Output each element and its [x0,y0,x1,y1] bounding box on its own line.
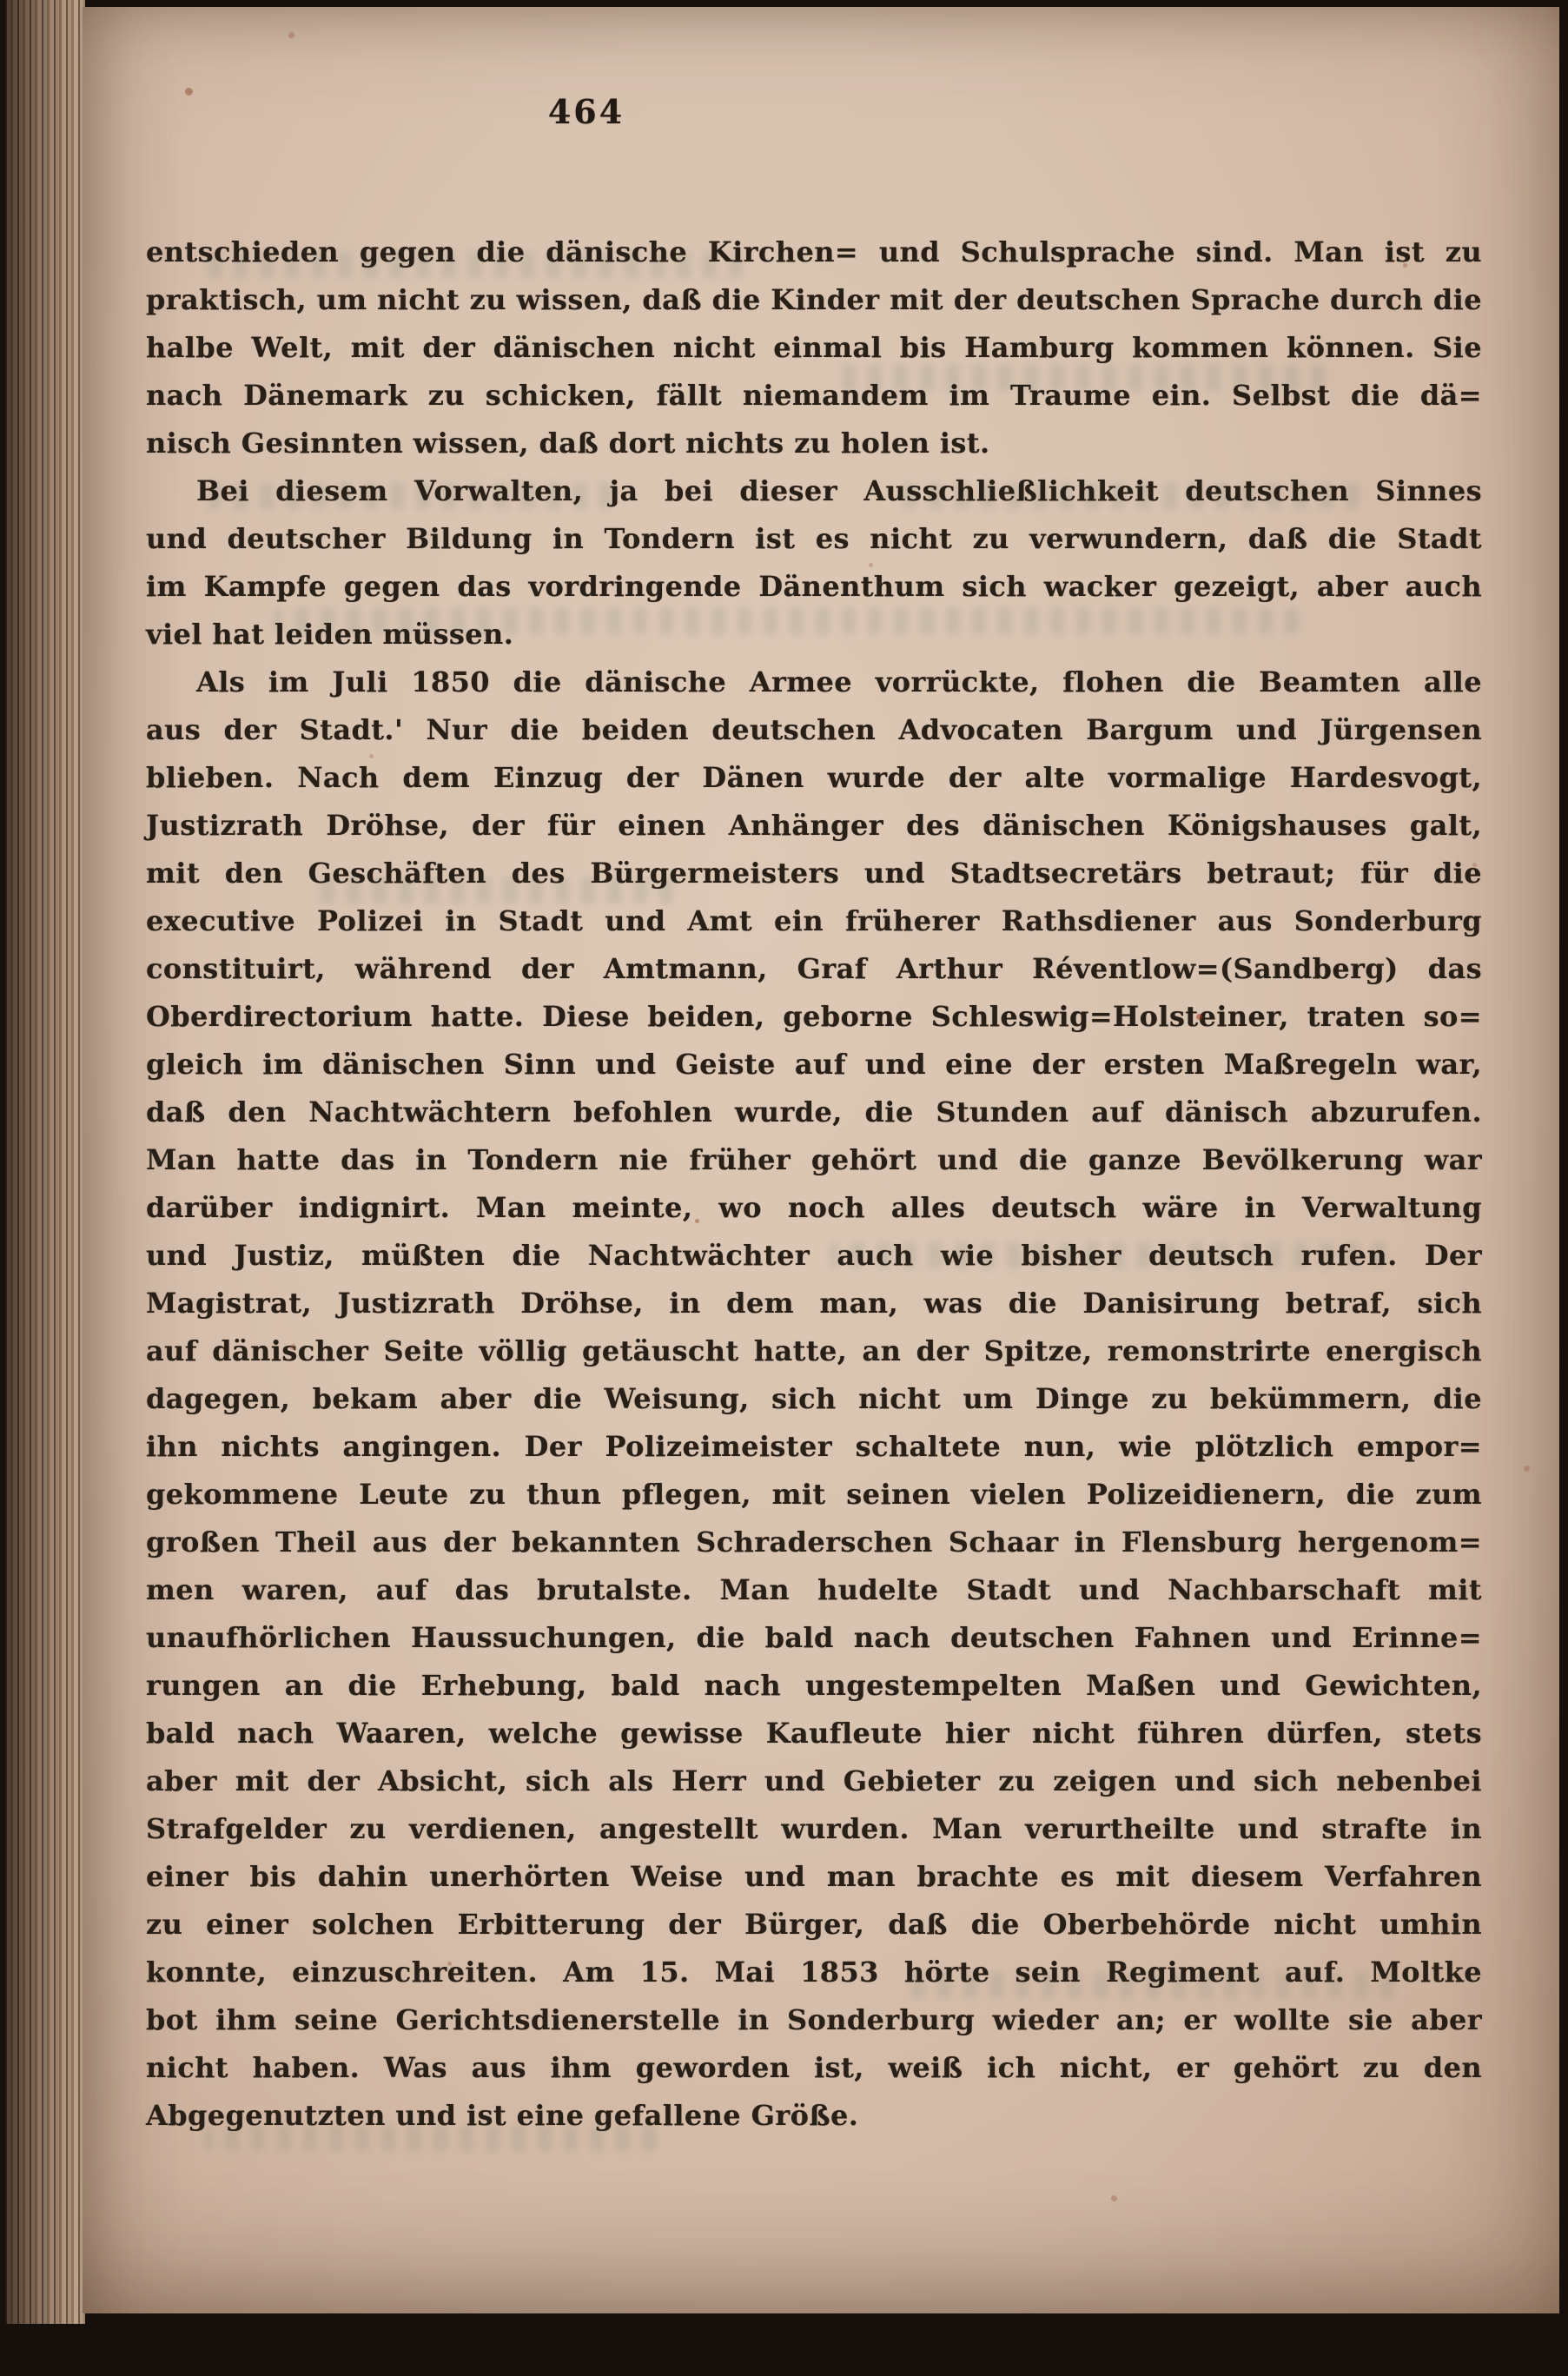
text-line: halbe Welt, mit der dänischen nicht einmal bis Hamburg kommen können. Sie [146,331,1482,364]
text-line: Abgegenutzten und ist eine gefallene Größe. [146,2099,859,2132]
text-line: nisch Gesinnten wissen, daß dort nichts zu holen ist. [146,427,990,460]
text-line: Justizrath Dröhse, der für einen Anhänger des dänischen Königshauses galt, [146,809,1482,842]
text-line: entschieden gegen die dänische Kirchen= und Schulsprache sind. Man ist zu [146,235,1482,268]
text-line: Bei diesem Vorwalten, ja bei dieser Ausschließlichkeit deutschen Sinnes [196,474,1482,507]
page-edge-stack [5,0,85,2324]
text-line: nach Dänemark zu schicken, fällt niemandem im Traume ein. Selbst die dä= [146,379,1482,412]
text-line: dagegen, bekam aber die Weisung, sich nicht um Dinge zu bekümmern, die [146,1382,1482,1415]
text-line: men waren, auf das brutalste. Man hudelte Stadt und Nachbarschaft mit [146,1573,1482,1606]
text-line: und Justiz, müßten die Nachtwächter auch wie bisher deutsch rufen. Der [146,1239,1482,1272]
text-line: constituirt, während der Amtmann, Graf Arthur Réventlow=(Sandberg) das [146,952,1482,985]
text-line: Strafgelder zu verdienen, angestellt wurden. Man verurtheilte und strafte in [146,1812,1482,1845]
text-line: Als im Juli 1850 die dänische Armee vorrückte, flohen die Beamten alle [196,665,1482,698]
text-line: blieben. Nach dem Einzug der Dänen wurde der alte vormalige Hardesvogt, [146,761,1482,794]
text-line: nicht haben. Was aus ihm geworden ist, weiß ich nicht, er gehört zu den [146,2051,1482,2084]
text-line: Man hatte das in Tondern nie früher gehört und die ganze Bevölkerung war [146,1143,1482,1176]
text-line: gleich im dänischen Sinn und Geiste auf und eine der ersten Maßregeln war, [146,1048,1482,1081]
text-line: zu einer solchen Erbitterung der Bürger, daß die Oberbehörde nicht umhin [146,1908,1482,1941]
text-block [146,228,1482,2140]
book-page [83,7,1559,2313]
text-line: bot ihm seine Gerichtsdienerstelle in Sonderburg wieder an; er wollte sie aber [146,2003,1482,2036]
text-line: großen Theil aus der bekannten Schraderschen Schaar in Flensburg hergenom= [146,1526,1482,1559]
text-line: bald nach Waaren, welche gewisse Kaufleute hier nicht führen dürfen, stets [146,1717,1482,1750]
text-line: Oberdirectorium hatte. Diese beiden, geborne Schleswig=Holsteiner, traten so= [146,1000,1482,1033]
text-line: rungen an die Erhebung, bald nach ungestempelten Maßen und Gewichten, [146,1669,1482,1702]
text-line: konnte, einzuschreiten. Am 15. Mai 1853 hörte sein Regiment auf. Moltke [146,1956,1482,1989]
text-line: auf dänischer Seite völlig getäuscht hatte, an der Spitze, remonstrirte energisch [146,1334,1482,1367]
text-line: praktisch, um nicht zu wissen, daß die Kinder mit der deutschen Sprache durch die [146,283,1482,316]
text-line: aber mit der Absicht, sich als Herr und Gebieter zu zeigen und sich nebenbei [146,1764,1482,1797]
text-line: darüber indignirt. Man meinte, wo noch alles deutsch wäre in Verwaltung [146,1191,1482,1224]
page-number: 464 [547,92,625,131]
text-line: ihn nichts angingen. Der Polizeimeister schaltete nun, wie plötzlich empor= [146,1430,1482,1463]
text-line: aus der Stadt.' Nur die beiden deutschen Advocaten Bargum und Jürgensen [146,713,1482,746]
text-line: Magistrat, Justizrath Dröhse, in dem man, was die Danisirung betraf, sich [146,1287,1482,1320]
text-line: executive Polizei in Stadt und Amt ein früherer Rathsdiener aus Sonderburg [146,904,1482,937]
text-line: gekommene Leute zu thun pflegen, mit seinen vielen Polizeidienern, die zum [146,1478,1482,1511]
text-line: daß den Nachtwächtern befohlen wurde, die Stunden auf dänisch abzurufen. [146,1095,1482,1128]
text-line: einer bis dahin unerhörten Weise und man brachte es mit diesem Verfahren [146,1860,1482,1893]
text-line: mit den Geschäften des Bürgermeisters und Stadtsecretärs betraut; für die [146,857,1482,890]
text-line: viel hat leiden müssen. [146,618,514,651]
text-line: im Kampfe gegen das vordringende Dänenthum sich wacker gezeigt, aber auch [146,570,1482,603]
text-line: unaufhörlichen Haussuchungen, die bald nach deutschen Fahnen und Erinne= [146,1621,1482,1654]
text-line: und deutscher Bildung in Tondern ist es nicht zu verwundern, daß die Stadt [146,522,1482,555]
